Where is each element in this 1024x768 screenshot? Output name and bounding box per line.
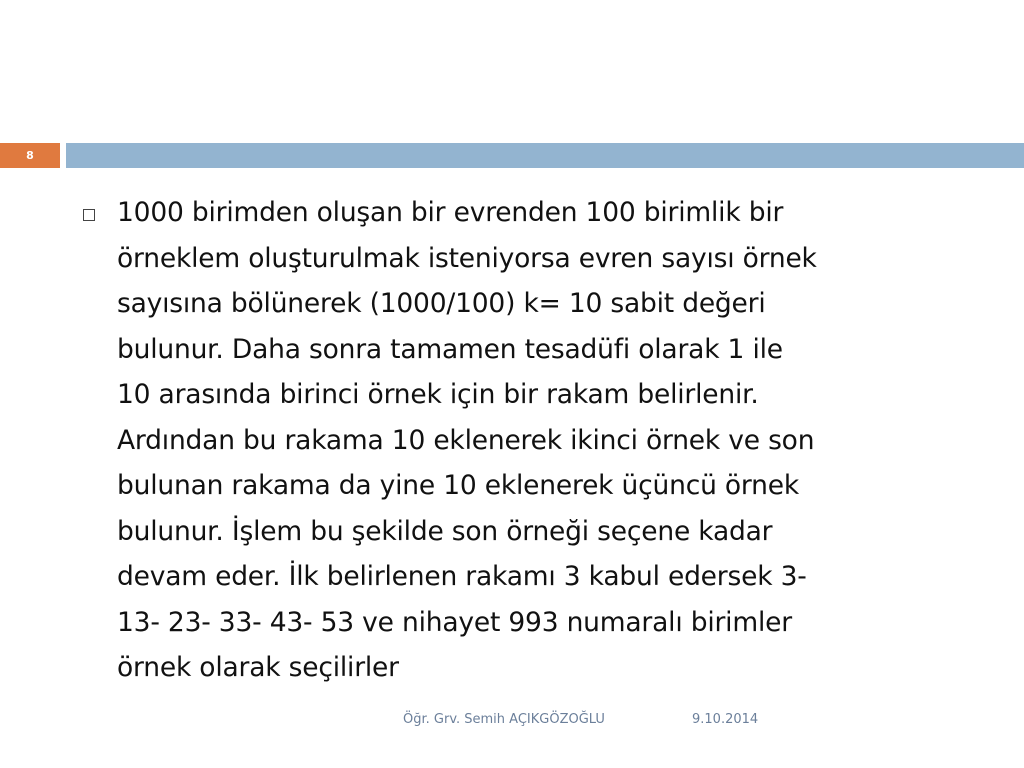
paragraph-line: 1000 birimden oluşan bir evrenden 100 birimlik bir	[117, 197, 784, 228]
bullet-paragraph	[117, 190, 977, 691]
paragraph-line: bulunur. İşlem bu şekilde son örneği seçene kadar	[117, 515, 773, 547]
paragraph-line: bulunan rakama da yine 10 eklenerek üçüncü örnek	[117, 470, 799, 501]
paragraph-line: sayısına bölünerek (1000/100) k= 10 sabit değeri	[117, 288, 766, 319]
square-bullet-icon	[83, 209, 95, 221]
paragraph-line: bulunur. Daha sonra tamamen tesadüfi olarak 1 ile	[117, 333, 783, 365]
paragraph-line: 13- 23- 33- 43- 53 ve nihayet 993 numaralı birimler	[117, 606, 792, 638]
paragraph-line: örnek olarak seçilirler	[117, 652, 399, 683]
footer-author: Öğr. Grv. Semih AÇIKGÖZOĞLU	[403, 712, 605, 727]
slide-number-badge	[0, 143, 60, 168]
paragraph-line: devam eder. İlk belirlenen rakamı 3 kabul edersek 3-	[117, 561, 807, 592]
slide-number: 8	[26, 149, 34, 162]
paragraph-line: örneklem oluşturulmak isteniyorsa evren sayısı örnek	[117, 242, 817, 274]
paragraph-line: 10 arasında birinci örnek için bir rakam belirlenir.	[117, 379, 759, 410]
title-bar	[66, 143, 1024, 168]
footer-date: 9.10.2014	[692, 712, 759, 727]
paragraph-line: Ardından bu rakama 10 eklenerek ikinci örnek ve son	[117, 424, 815, 456]
